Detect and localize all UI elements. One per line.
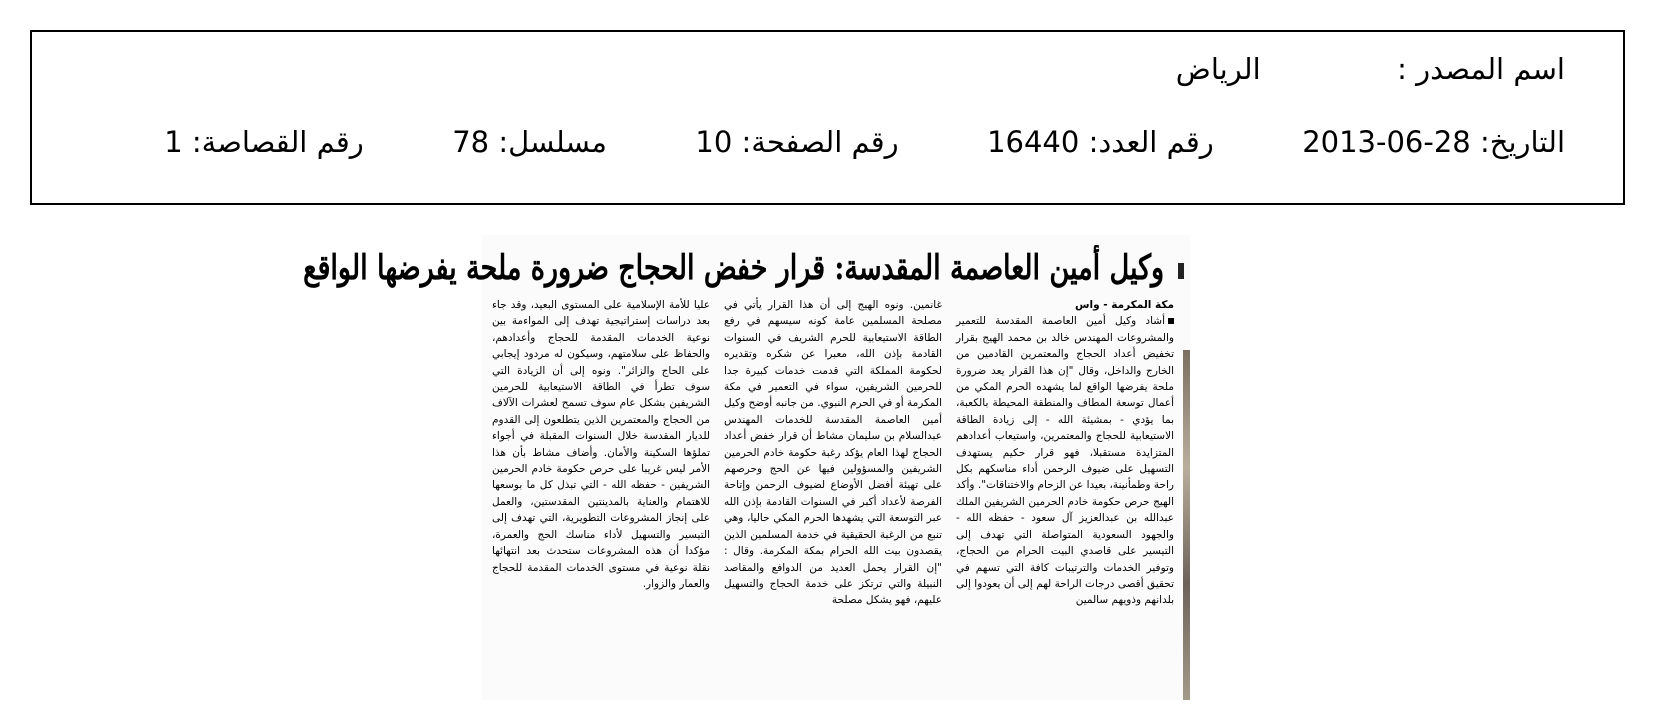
article-body	[494, 297, 1174, 697]
clip-label: رقم القصاصة:	[191, 125, 364, 159]
article-dateline: مكة المكرمة - واس	[1074, 299, 1174, 311]
column-3-text: عليا للأمة الإسلامية على المستوى البعيد، وقد جاء بعد دراسات إستراتيجية تهدف إلى المواءمة بين نوعية الخدمات المقدمة للحجاج وأعدادهم، والحفاظ على سلامتهم، وسيكون له مردود إيجابي على الحاج والزائر". ونوه إلى أن الزيادة التي سوف تطرأ في الطاقة الاستيعابية للحرمين الشريفين بشكل عام سوف تسمح لعشرات الآلاف من الحجاج والمعتمرين الذين يتطلعون إلى القدوم للديار المقدسة خلال السنوات المقبلة في أجواء تملؤها السكينة والأمان. وأضاف مشاط بأن هذا الأمر ليس غريبا على حرص حكومة خادم الحرمين الشريفين - حفظه الله - التي تبذل كل ما بوسعها للاهتمام والعناية بالمدينتين المقدستين، والعمل على إنجاز المشروعات التطويرية، التي تهدف إلى التيسير والتسهيل لأداء مناسك الحج والعمرة، مؤكدا أن هذه المشروعات ستحدث بعد انتهائها نقلة نوعية في مستوى الخدمات المقدمة للحجاج والعمار والزوار.	[492, 299, 710, 590]
article-headline: وكيل أمين العاصمة المقدسة: قرار خفض الحجاج ضرورة ملحة يفرضها الواقع	[303, 249, 1164, 288]
serial-value: 78	[452, 125, 490, 159]
page-value: 10	[695, 125, 733, 159]
photo-edge-strip	[1183, 350, 1190, 700]
column-1-body: أشاد وكيل أمين العاصمة المقدسة للتعمير والمشروعات المهندس خالد بن محمد الهيج بقرار تخفيض أعداد الحجاج والمعتمرين القادمين من الخارج والداخل، وقال "إن هذا القرار يعد ضرورة ملحة يفرضها الواقع لما يشهده الحرم المكي من أعمال توسعة المطاف والمنطقة المحيطة بالكعبة، بما يؤدي - بمشيئة الله - إلى زيادة الطاقة الاستيعابية للحجاج والمعتمرين، واستيعاب أعدادهم المتزايدة مستقبلا، فهو قرار حكيم يستهدف التسهيل على ضيوف الرحمن أداء مناسكهم بكل راحة وطمأنينة، بعيدا عن الزحام والاختناقات". وأكد الهيج حرص حكومة خادم الحرمين الشريفين الملك عبدالله بن عبدالعزيز آل سعود - حفظه الله - والجهود السعودية المتواصلة التي تهدف إلى التيسير على قاصدي البيت الحرام من الحجاج، وتوفير الخدمات والترتيبات كافة التي تسهم في تحقيق أقصى درجات الراحة لهم إلى أن يعودوا إلى بلدانهم وذويهم سالمين	[956, 315, 1174, 607]
date-value: 2013-06-28	[1302, 125, 1471, 159]
article-column-2	[724, 297, 942, 693]
details-row	[164, 125, 1565, 159]
newspaper-clipping	[303, 235, 1190, 700]
issue-value: 16440	[987, 125, 1080, 159]
issue-label: رقم العدد:	[1088, 125, 1214, 159]
serial-label: مسلسل:	[498, 125, 607, 159]
source-row	[1176, 52, 1565, 86]
source-label: اسم المصدر :	[1397, 52, 1565, 86]
headline-marker	[1178, 263, 1184, 279]
column-2-text: غانمين. ونوه الهيج إلى أن هذا القرار يأتي في مصلحة المسلمين عامة كونه سيسهم في رفع الطاقة الاستيعابية للحرم الشريف في السنوات القادمة بإذن الله، معبرا عن شكره وتقديره لحكومة المملكة التي قدمت خدمات كبيرة جدا للحرمين الشريفين، سواء في التعمير في مكة المكرمة أو في الحرم النبوي. من جانبه أوضح وكيل أمين العاصمة المقدسة للخدمات المهندس عبدالسلام بن سليمان مشاط أن قرار خفض أعداد الحجاج لهذا العام يؤكد رغبة حكومة خادم الحرمين الشريفين والمسؤولين فيها عن الحج وحرصهم على تهيئة أفضل الأوضاع لضيوف الرحمن وإتاحة الفرصة لأعداد أكبر في السنوات القادمة بإذن الله عبر التوسعة التي يشهدها الحرم المكي حاليا، وهي تنبع من الرغبة الحقيقية في خدمة المسلمين الذين يقصدون بيت الله الحرام بمكة المكرمة. وقال : "إن القرار يحمل العديد من الدوافع والمقاصد النبيلة والتي ترتكز على خدمة الحجاج والتسهيل عليهم، فهو يشكل مصلحة	[723, 299, 942, 607]
column-1-text	[956, 313, 1174, 608]
bullet-square-icon	[1168, 318, 1174, 324]
clip-value: 1	[164, 125, 183, 159]
source-value: الرياض	[1175, 52, 1261, 86]
article-column-1	[956, 297, 1174, 693]
clipping-metadata-box	[30, 30, 1625, 205]
article-column-3	[492, 297, 710, 693]
page-label: رقم الصفحة:	[741, 125, 899, 159]
date-label: التاريخ:	[1479, 125, 1565, 159]
